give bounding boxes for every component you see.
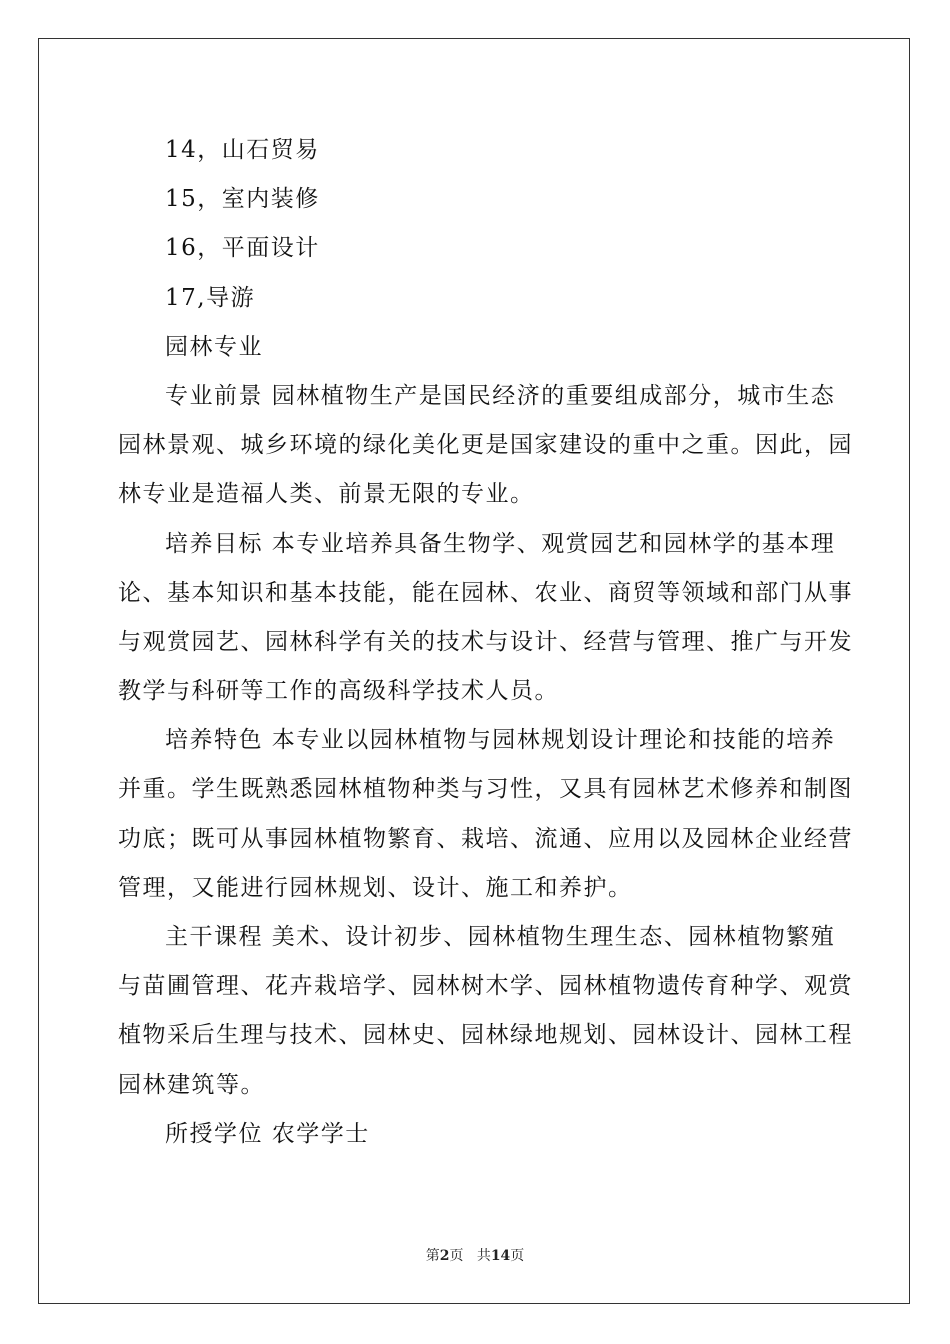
footer-page-suffix: 页 <box>449 1248 464 1264</box>
paragraph-line: 培养特色 本专业以园林植物与园林规划设计理论和技能的培养 <box>165 727 836 754</box>
paragraph-line: 林专业是造福人类、前景无限的专业。 <box>118 481 535 508</box>
paragraph-training-features <box>118 716 853 913</box>
list-item: 14，山石贸易 <box>165 137 320 163</box>
paragraph-line: 植物采后生理与技术、园林史、园林绿地规划、园林设计、园林工程 <box>118 1022 853 1049</box>
page-footer <box>0 1245 950 1265</box>
paragraph-line: 园林建筑等。 <box>118 1071 265 1098</box>
list-item: 16，平面设计 <box>165 235 320 262</box>
paragraph-prospects <box>118 372 853 520</box>
paragraph-line: 专业前景 园林植物生产是国民经济的重要组成部分，城市生态 <box>165 382 836 409</box>
footer-total-pages: 14 <box>490 1248 511 1264</box>
footer-page-number: 2 <box>439 1248 450 1264</box>
list-item: 17,导游 <box>165 284 256 311</box>
footer-total-suffix: 页 <box>510 1248 525 1264</box>
paragraph-line: 管理，又能进行园林规划、设计、施工和养护。 <box>118 874 633 901</box>
paragraph-line: 与苗圃管理、花卉栽培学、园林树木学、园林植物遗传育种学、观赏 <box>118 973 853 1000</box>
paragraph-training-goals <box>118 520 853 717</box>
document-body <box>118 126 853 1159</box>
paragraph-line: 与观赏园艺、园林科学有关的技术与设计、经营与管理、推广与开发 <box>118 628 853 655</box>
paragraph-line: 培养目标 本专业培养具备生物学、观赏园艺和园林学的基本理 <box>165 530 836 557</box>
paragraph-line: 并重。学生既熟悉园林植物种类与习性，又具有园林艺术修养和制图 <box>118 776 853 803</box>
paragraph-line: 功底；既可从事园林植物繁育、栽培、流通、应用以及园林企业经营 <box>118 825 853 852</box>
list-item: 15，室内装修 <box>165 186 320 213</box>
paragraph-line: 园林景观、城乡环境的绿化美化更是国家建设的重中之重。因此，园 <box>118 432 853 459</box>
paragraph-line: 所授学位 农学学士 <box>165 1120 370 1147</box>
footer-total-prefix: 共 <box>476 1248 491 1264</box>
paragraph-line: 教学与科研等工作的高级科学技术人员。 <box>118 678 559 705</box>
footer-prefix: 第 <box>425 1248 440 1264</box>
paragraph-degree <box>118 1110 832 1159</box>
paragraph-line: 主干课程 美术、设计初步、园林植物生理生态、园林植物繁殖 <box>165 924 836 950</box>
paragraph-line: 论、基本知识和基本技能，能在园林、农业、商贸等领域和部门从事 <box>118 579 853 606</box>
section-heading: 园林专业 <box>165 333 263 360</box>
paragraph-main-courses <box>118 913 853 1110</box>
